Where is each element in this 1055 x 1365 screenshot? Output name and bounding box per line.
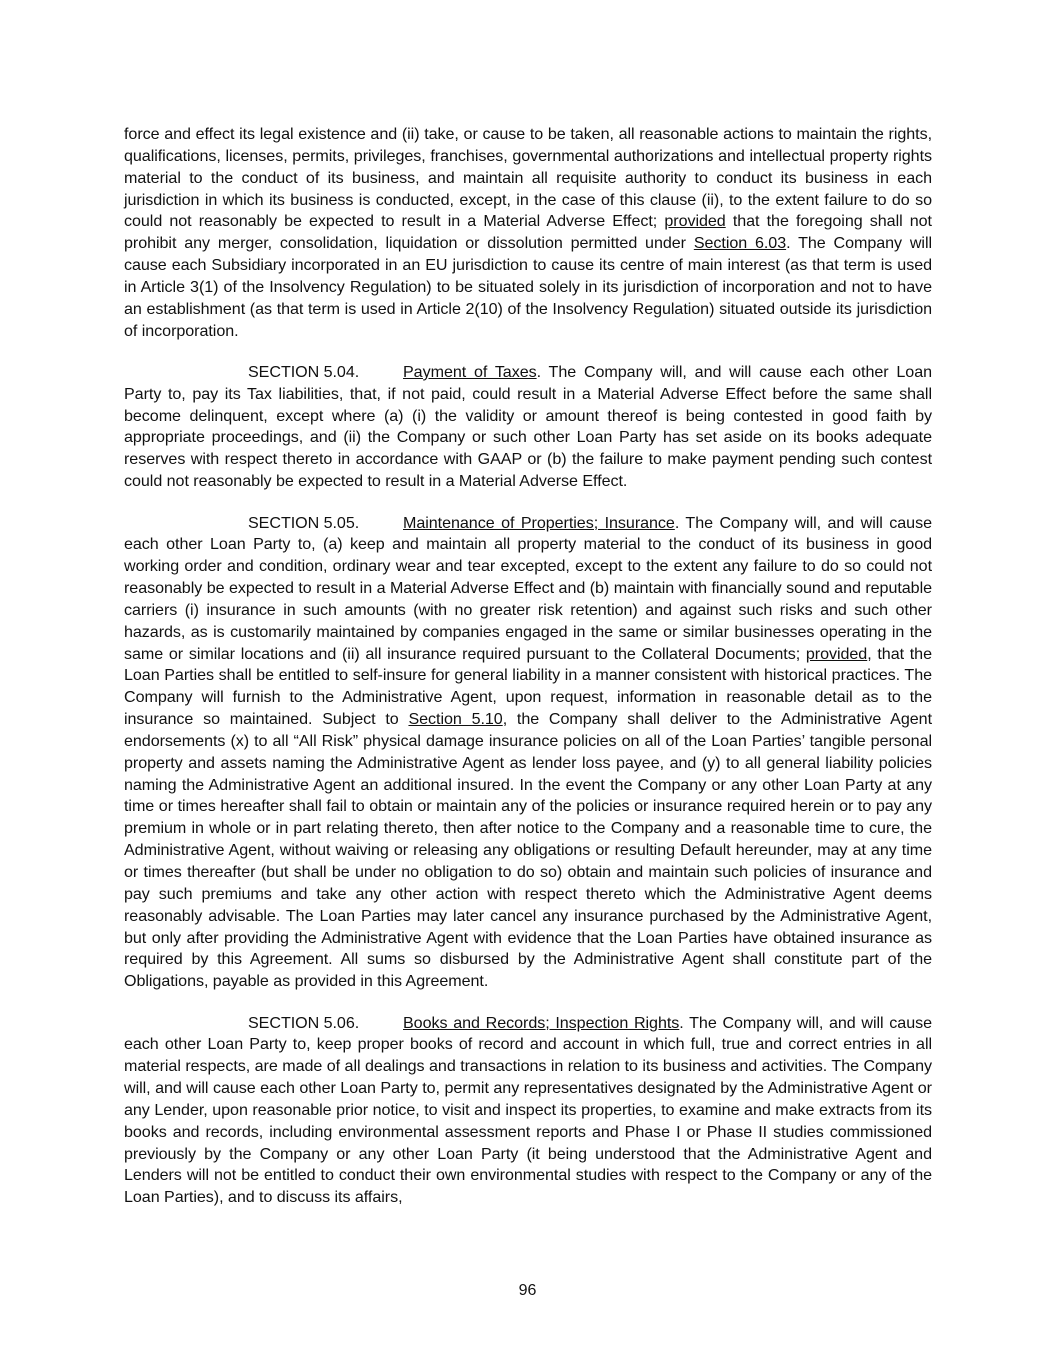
paragraph-text: . The Company will cause each Subsidiary incorporated in an EU jurisdiction to cause its centre of main interest (as that term is used in Article 3(1) of the Insolvency Regulation) to be situated solely in its jurisdiction of incorporation and not to have an establishment (as that term is used in Article 2(10) of the Insolvency Regulation) situated outside its jurisdiction of incorporation. [124, 234, 933, 340]
section-5-05-paragraph [124, 513, 932, 994]
section-5-10-reference: Section 5.10 [408, 710, 503, 729]
paragraph-text: force and effect its legal existence and (ii) take, or cause to be taken, all reasonable actions to maintain the rights, qualifications, licenses, permits, privileges, franchises, governmental authorizations and intellectual property rights material to the conduct of its business, and maintain all requisite authority to conduct its business in each jurisdiction in which its business is conducted, except, in the case of this clause (ii), to the extent failure to do so could not reasonably be expected to result in a Material Adverse Effect; [124, 125, 932, 231]
section-title: Payment of Taxes [403, 362, 537, 381]
page-number: 96 [518, 1282, 537, 1299]
paragraph-text: that the foregoing shall not prohibit any merger, consolidation, liquidation or dissolution permitted under [124, 212, 932, 253]
section-body: , that the Loan Parties shall be entitled to self-insure for general liability in a manner consistent with historical practices. The Company will furnish to the Administrative Agent, upon request, information in reasonable detail as to the insurance so maintained. Subject to [124, 644, 932, 729]
provided-term: provided [805, 644, 868, 663]
document-page [124, 124, 932, 1229]
section-body: . The Company will, and will cause each other Loan Party to, (a) keep and maintain all property material to the conduct of its business in good working order and condition, ordinary wear and tear excepted, except to the extent any failure to do so could not reasonably be expected to result in a Material Adverse Effect and (b) maintain with financially sound and reputable carriers (i) insurance in such amounts (with no greater risk retention) and against such risks and such other hazards, as is customarily maintained by companies engaged in the same or similar businesses operating in the same or similar locations and (ii) all insurance required pursuant to the Collateral Documents; [124, 513, 932, 663]
section-title: Books and Records; Inspection Rights [403, 1013, 680, 1032]
section-5-04-paragraph [124, 362, 932, 493]
section-6-03-reference: Section 6.03 [693, 234, 787, 253]
section-number: SECTION 5.05. [248, 513, 360, 532]
provided-term: provided [664, 212, 726, 231]
section-number: SECTION 5.04. [248, 362, 360, 381]
section-5-06-paragraph [124, 1013, 932, 1210]
section-number: SECTION 5.06. [248, 1013, 360, 1032]
section-body: . The Company will, and will cause each other Loan Party to, pay its Tax liabilities, that, if not paid, could result in a Material Adverse Effect before the same shall become delinquent, except where (a) (i) the validity or amount thereof is being contested in good faith by appropriate proceedings, and (ii) the Company or such other Loan Party has set aside on its books adequate reserves with respect thereto in accordance with GAAP or (b) the failure to make payment pending such contest could not reasonably be expected to result in a Material Adverse Effect. [124, 362, 932, 491]
section-body: , the Company shall deliver to the Administrative Agent endorsements (x) to all “All Risk” physical damage insurance policies on all of the Loan Parties’ tangible personal property and assets naming the Administrative Agent as lender loss payee, and (y) to all general liability policies naming the Administrative Agent an additional insured. In the event the Company or any other Loan Party at any time or times hereafter shall fail to obtain or maintain any of the policies or insurance required herein or to pay any premium in whole or in part relating thereto, then after notice to the Company and a reasonable time to cure, the Administrative Agent, without waiving or releasing any obligations or resulting Default hereunder, may at any time or times thereafter (but shall be under no obligation to do so) obtain and maintain such policies of insurance and pay such premiums and take any other action with respect thereto which the Administrative Agent deems reasonably advisable. The Loan Parties may later cancel any insurance purchased by the Administrative Agent, but only after providing the Administrative Agent with evidence that the Loan Parties have obtained insurance as required by this Agreement. All sums so disbursed by the Administrative Agent shall constitute part of the Obligations, payable as provided in this Agreement. [124, 710, 932, 991]
section-body: . The Company will, and will cause each other Loan Party to, keep proper books of record and account in which full, true and correct entries in all material respects, are made of all dealings and transactions in relation to its business and activities. The Company will, and will cause each other Loan Party to, permit any representatives designated by the Administrative Agent or any Lender, upon reasonable prior notice, to visit and inspect its properties, to examine and make extracts from its books and records, including environmental assessment reports and Phase I or Phase II studies commissioned previously by the Company or any other Loan Party (it being understood that the Administrative Agent and Lenders will not be entitled to conduct their own environmental studies with respect to the Company or any of the Loan Parties), and to discuss its affairs, [124, 1013, 932, 1207]
paragraph-continuation [124, 124, 932, 342]
section-title: Maintenance of Properties; Insurance [403, 513, 675, 532]
